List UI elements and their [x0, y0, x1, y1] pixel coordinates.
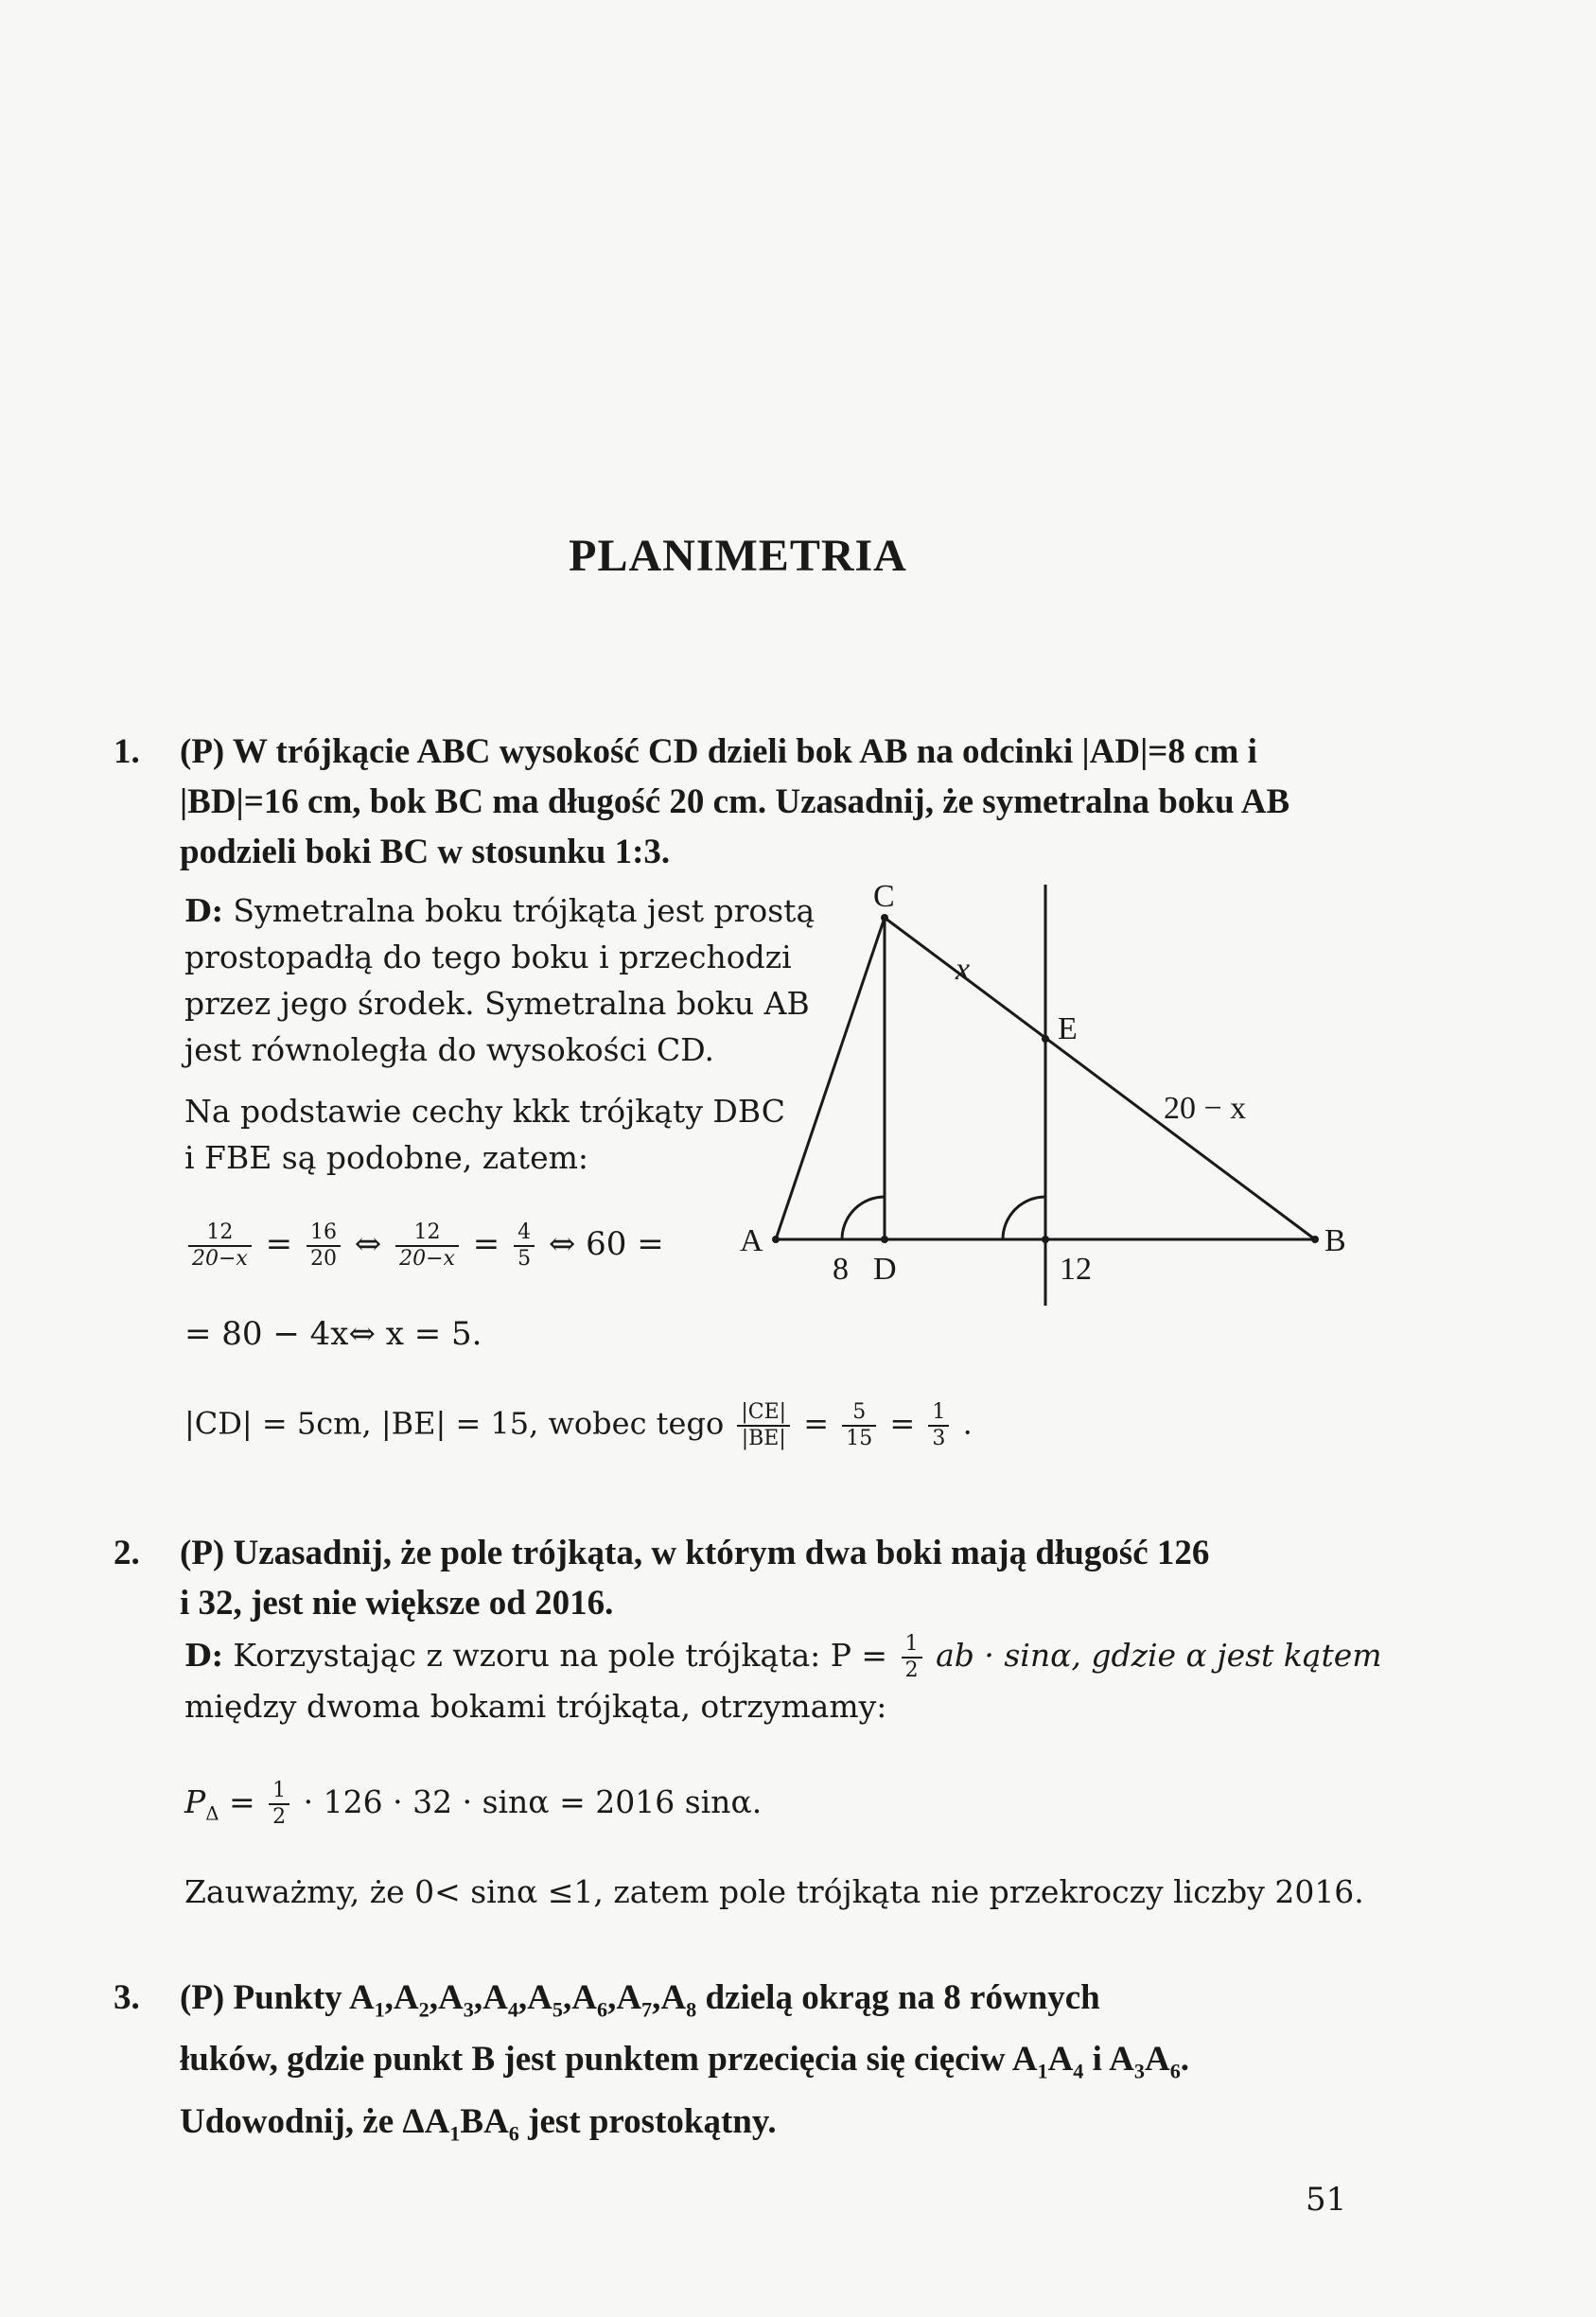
- task-2-text: (P) Uzasadnij, że pole trójkąta, w którym dwa boki mają długość 126: [180, 1534, 1210, 1572]
- label-20-minus-x: 20 − x: [1164, 1091, 1247, 1126]
- page-title: PLANIMETRIA: [569, 531, 907, 581]
- equals-sign: =: [803, 1405, 830, 1442]
- label-E: E: [1058, 1011, 1078, 1046]
- equation-line-2: = 80 − 4x⇔ x = 5.: [184, 1315, 482, 1353]
- fraction: $\frac{5}{15}$: [842, 1400, 876, 1451]
- solution-label: D:: [184, 1637, 223, 1674]
- solution-line: ab · sinα, gdzie α jest kątem: [936, 1637, 1382, 1674]
- task-1-text: (P) W trójkącie ABC wysokość CD dzieli bok AB na odcinki |AD|=8 cm i |BD|=16 cm, bok BC ma długość 20 cm. Uzasadnij, że symetralna boku AB podzieli boki BC w stosunku 1:3.: [180, 732, 1290, 871]
- task-3-number: 3.: [114, 1978, 140, 2017]
- point-B: [1311, 1236, 1319, 1243]
- side-AC: [776, 918, 885, 1239]
- label-8: 8: [833, 1252, 849, 1287]
- equals-sign: =: [472, 1225, 500, 1263]
- fraction: $\frac{1}{3}$: [928, 1400, 949, 1451]
- label-x: x: [956, 952, 971, 987]
- equation-text: |CD| = 5cm, |BE| = 15, wobec tego: [184, 1405, 725, 1442]
- point-D: [881, 1236, 888, 1243]
- label-C: C: [873, 879, 895, 914]
- task-2-solution: [184, 1632, 1382, 1729]
- right-angle-mark-F: [1003, 1197, 1045, 1239]
- formula-text: · 126 · 32 · sinα = 2016 sinα.: [303, 1783, 763, 1820]
- fraction: $\frac{12}{20-x}$: [188, 1220, 252, 1272]
- equation-line-3: [184, 1400, 973, 1451]
- task-2-formula: [184, 1779, 762, 1830]
- fraction: $\frac{4}{5}$: [514, 1220, 535, 1272]
- point-E: [1042, 1035, 1049, 1043]
- fraction: $\frac{12}{20-x}$: [395, 1220, 459, 1272]
- solution-line: Symetralna boku trójkąta jest prostą: [233, 892, 816, 929]
- fraction: $\frac{|CE|}{|BE|}$: [737, 1400, 790, 1451]
- period: .: [962, 1405, 973, 1442]
- task-2-text: i 32, jest nie większe od 2016.: [180, 1584, 614, 1623]
- task-3-statement: [114, 1973, 1372, 2158]
- label-12: 12: [1060, 1252, 1092, 1287]
- task-2-conclusion: Zauważmy, że 0< sinα ≤1, zatem pole trójkąta nie przekroczy liczby 2016.: [184, 1873, 1364, 1910]
- task-1-statement: [114, 727, 1362, 877]
- solution-line: prostopadłą do tego boku i przechodzi: [184, 939, 792, 975]
- task-2-number: 2.: [114, 1534, 140, 1572]
- task-3-line-1: (P) Punkty $A_1,A_2,A_3,A_4,A_5,A_6,A_7,A_8$ dzielą okrąg na 8 równych: [180, 1978, 1100, 2022]
- solution-line: między dwoma bokami trójkąta, otrzymamy:: [184, 1688, 887, 1725]
- side-BC: [885, 918, 1315, 1239]
- solution-label: D:: [184, 892, 223, 929]
- triangle-diagram: [719, 870, 1346, 1315]
- page-number: 51: [1306, 2181, 1347, 2219]
- right-angle-mark-D: [842, 1197, 885, 1239]
- solution-line: przez jego środek. Symetralna boku AB: [184, 985, 810, 1022]
- fraction-half: $\frac{1}{2}$: [269, 1779, 289, 1830]
- task-2-statement: [114, 1528, 1362, 1628]
- label-B: B: [1324, 1223, 1346, 1258]
- point-C: [881, 914, 888, 922]
- equals-sign: =: [265, 1225, 293, 1263]
- task-1-number: 1.: [114, 732, 140, 771]
- formula-text: P: [184, 1783, 206, 1820]
- formula-subscript: Δ: [205, 1802, 219, 1825]
- solution-line: i FBE są podobne, zatem:: [184, 1139, 589, 1176]
- solution-line: jest równoległa do wysokości CD.: [184, 1031, 715, 1068]
- equation-text: ⇔ 60 =: [548, 1225, 664, 1263]
- point-F: [1042, 1236, 1049, 1243]
- label-A: A: [740, 1223, 763, 1258]
- iff-sign: ⇔: [354, 1225, 382, 1263]
- solution-line: Korzystając z wzoru na pole trójkąta: P =: [233, 1637, 888, 1674]
- equation-line-1: [184, 1220, 664, 1272]
- solution-line: Na podstawie cechy kkk trójkąty DBC: [184, 1093, 785, 1130]
- task-3-line-2: łuków, gdzie punkt B jest punktem przecięcia się cięciw $A_1A_4$ i $A_3A_6$.: [180, 2040, 1190, 2083]
- fraction: $\frac{16}{20}$: [307, 1220, 341, 1272]
- label-D: D: [873, 1252, 897, 1287]
- point-A: [772, 1236, 780, 1243]
- equals-sign: =: [229, 1783, 255, 1820]
- task-3-line-3: Udowodnij, że $\Delta A_1BA_6$ jest prostokątny.: [180, 2101, 777, 2146]
- fraction-half: $\frac{1}{2}$: [902, 1632, 922, 1683]
- equals-sign: =: [889, 1405, 916, 1442]
